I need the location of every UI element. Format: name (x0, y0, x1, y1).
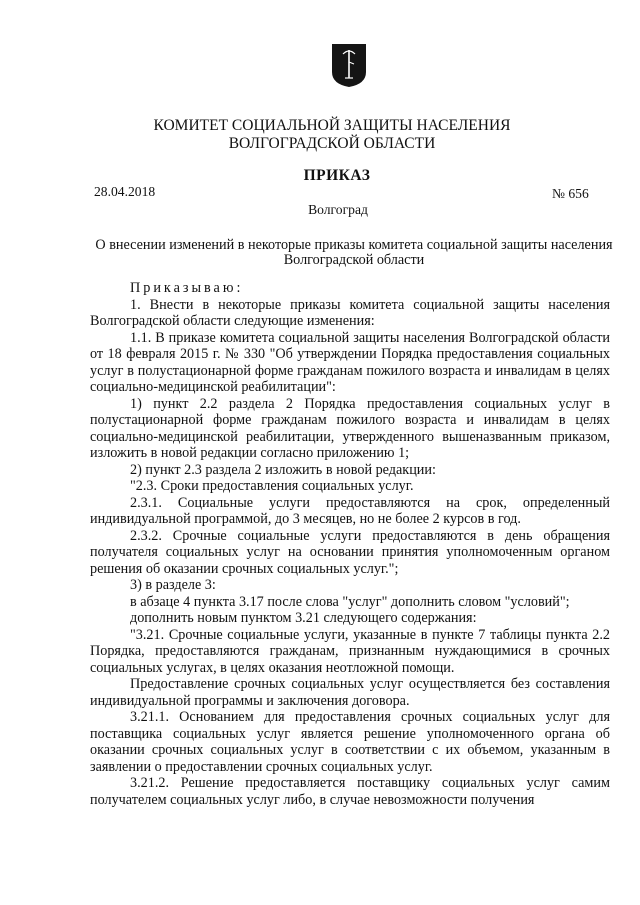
document-subject: О внесении изменений в некоторые приказы комитета социальной защиты населения Волгоградской области (95, 237, 613, 268)
document-type-title: ПРИКАЗ (303, 167, 371, 184)
body-paragraph: 1) пункт 2.2 раздела 2 Порядка предоставления социальных услуг в полустационарной форме гражданам пожилого возраста и инвалидам в целях социально-медицинской реабилитации, утвержденного вышеназванным приказом, изложить в новой редакции согласно приложению 1; (90, 395, 610, 461)
document-date: 28.04.2018 (94, 184, 156, 199)
organization-name-line2: ВОЛГОГРАДСКОЙ ОБЛАСТИ (228, 135, 436, 152)
body-paragraph: 3) в разделе 3: (130, 577, 216, 593)
body-paragraph: 3.21.1. Основанием для предоставления срочных социальных услуг для поставщика социальных услуг является решение уполномоченного органа об оказании срочных социальных услуг в соответствии с их объемом, указанным в заявлении о предоставлении срочных социальных услуг. (90, 709, 610, 775)
document-number: № 656 (552, 186, 589, 201)
body-paragraph: 2.3.2. Срочные социальные услуги предоставляются в день обращения получателя социальных услуг на основании принятия уполномоченным органом решения об оказании срочных социальных услуг."; (90, 527, 610, 577)
body-paragraph: 2) пункт 2.3 раздела 2 изложить в новой редакции: (130, 461, 436, 478)
organization-name-line1: КОМИТЕТ СОЦИАЛЬНОЙ ЗАЩИТЫ НАСЕЛЕНИЯ (153, 117, 511, 134)
body-paragraph: 2.3.1. Социальные услуги предоставляются на срок, определенный индивидуальной программой, до 3 месяцев, но не более 2 курсов в год. (90, 494, 610, 527)
coat-of-arms-emblem (330, 42, 368, 88)
body-paragraph: 3.21.2. Решение предоставляется поставщику социальных услуг самим получателем социальных услуг либо, в случае невозможности получения (90, 775, 610, 808)
body-paragraph: 1.1. В приказе комитета социальной защиты населения Волгоградской области от 18 февраля 2015 г. № 330 "Об утверждении Порядка предоставления социальных услуг в полустационарной форме гражданам пожилого возраста и инвалидам в целях социально-медицинской реабилитации": (90, 329, 610, 395)
body-paragraph: 1. Внести в некоторые приказы комитета социальной защиты населения Волгоградской области следующие изменения: (90, 296, 610, 329)
body-paragraph: дополнить новым пунктом 3.21 следующего содержания: (130, 610, 477, 626)
body-paragraph: "2.3. Сроки предоставления социальных услуг. (130, 478, 414, 494)
document-city: Волгоград (308, 202, 368, 217)
document-body (90, 280, 610, 808)
body-paragraph: в абзаце 4 пункта 3.17 после слова "услуг" дополнить словом "условий"; (130, 593, 570, 610)
body-paragraph: "3.21. Срочные социальные услуги, указанные в пункте 7 таблицы пункта 2.2 Порядка, предоставляются гражданам, признанным нуждающимися в срочных социальных услугах, в целях оказания неотложной помощи. (90, 626, 610, 676)
body-paragraph: Предоставление срочных социальных услуг осуществляется без составления индивидуальной программы и заключения договора. (90, 676, 610, 709)
body-paragraph: Приказываю: (130, 280, 244, 296)
